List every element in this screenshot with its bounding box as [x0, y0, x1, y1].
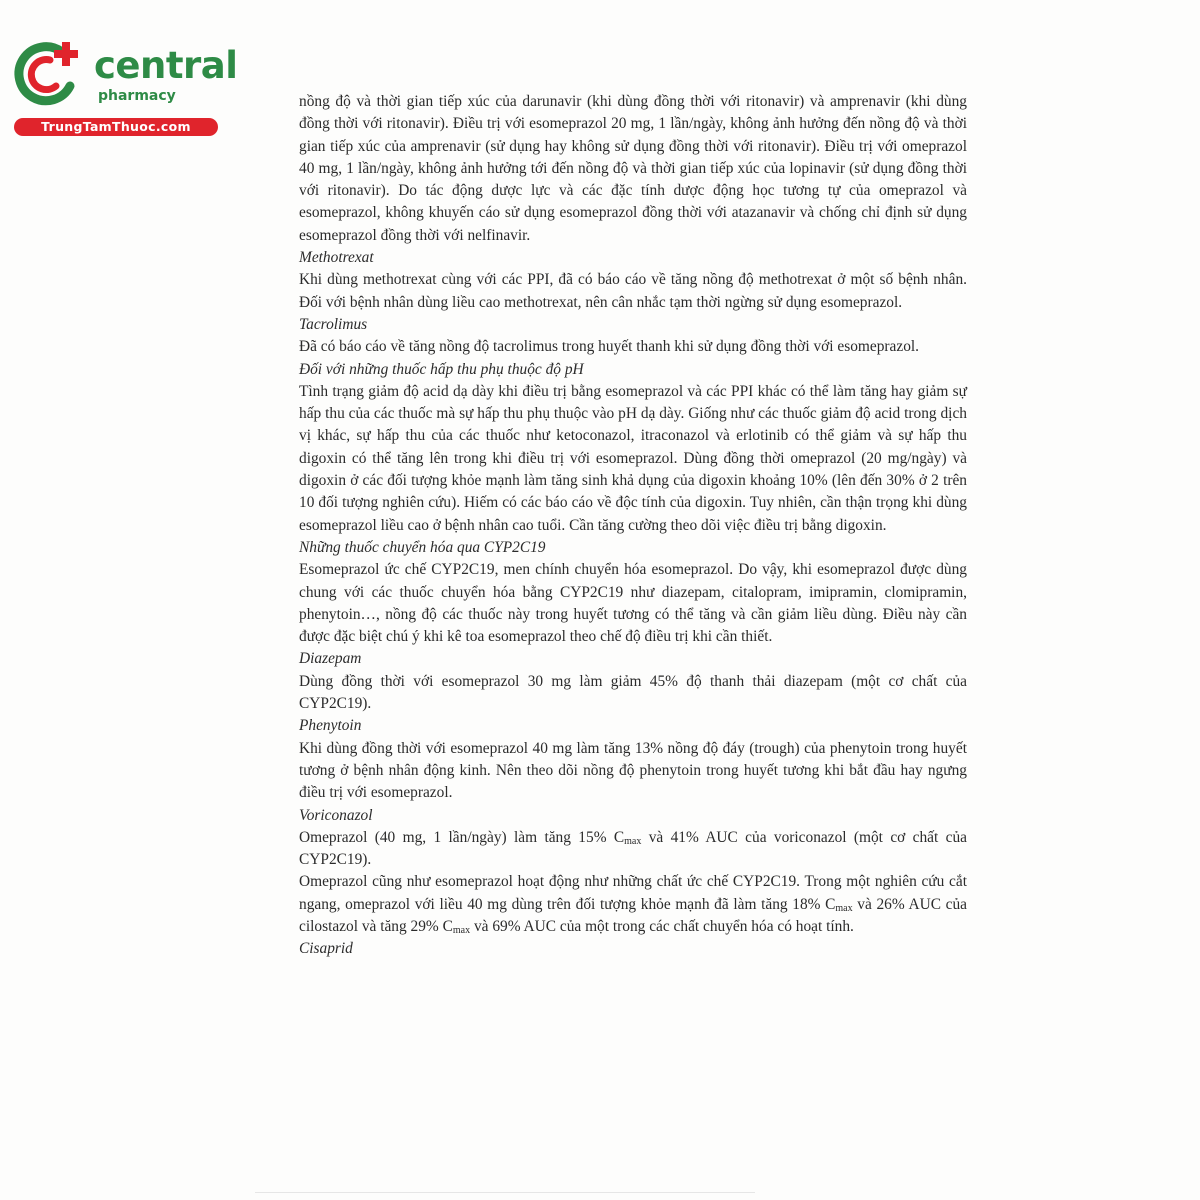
heading-diazepam: Diazepam: [299, 650, 362, 668]
brand-url-badge[interactable]: TrungTamThuoc.com: [14, 118, 218, 136]
paragraph-ph-dependent: Tình trạng giảm độ acid dạ dày khi điều trị bằng esomeprazol và các PPI khác có thể làm tăng hay giảm sự hấp thu của các thuốc mà sự hấp thu phụ thuộc vào pH dạ dày. Giống như các thuốc giảm độ acid trong dịch vị khác, sự hấp thu của các thuốc như ketoconazol, itraconazol và erlotinib có thể giảm và sự hấp thu digoxin có thể tăng lên trong khi điều trị với esomeprazol. Dùng đồng thời omeprazol (20 mg/ngày) và digoxin ở các đối tượng khỏe mạnh làm tăng sinh khả dụng của digoxin khoảng 10% (lên đến 30% ở 2 trên 10 đối tượng nghiên cứu). Hiếm có các báo cáo về độc tính của digoxin. Tuy nhiên, cần thận trọng khi dùng esomeprazol liều cao ở bệnh nhân cao tuổi. Cần tăng cường theo dõi việc điều trị bằng digoxin.: [299, 382, 967, 534]
text-segment: Omeprazol (40 mg, 1 lần/ngày) làm tăng 15% C: [299, 828, 625, 846]
page-edge-line: [255, 1192, 755, 1193]
subscript-max: max: [835, 902, 853, 914]
brand-tagline: pharmacy: [98, 88, 176, 104]
paragraph-voriconazol: [299, 827, 967, 872]
text-segment: và 26% AUC của cilostazol và tăng 29% C: [299, 895, 967, 935]
central-pharmacy-logo-icon: [10, 38, 90, 110]
subscript-max: max: [624, 835, 642, 847]
heading-tacrolimus: Tacrolimus: [299, 315, 368, 333]
heading-cisaprid: Cisaprid: [299, 940, 353, 958]
paragraph-cyp2c19: Esomeprazol ức chế CYP2C19, men chính chuyển hóa esomeprazol. Do vậy, khi esomeprazol được dùng chung với các thuốc chuyển hóa bằng CYP2C19 như diazepam, citalopram, imipramin, clomipramin, phenytoin…, nồng độ các thuốc này trong huyết tương có thể tăng và cần giảm liều dùng. Điều này cần được đặc biệt chú ý khi kê toa esomeprazol theo chế độ điều trị khi cần thiết.: [299, 561, 967, 646]
brand-name: central: [94, 44, 238, 87]
heading-methotrexat: Methotrexat: [299, 249, 374, 267]
subscript-max: max: [452, 924, 471, 936]
heading-ph-dependent: Đối với những thuốc hấp thu phụ thuộc độ pH: [299, 360, 584, 378]
text-segment: Omeprazol cũng như esomeprazol hoạt động như những chất ức chế CYP2C19. Trong một nghiên cứu cắt ngang, omeprazol với liều 40 mg dùng trên đối tượng khỏe mạnh đã làm tăng 18% C: [299, 873, 967, 913]
document-body: [299, 91, 967, 961]
heading-phenytoin: Phenytoin: [299, 717, 362, 735]
paragraph-tacrolimus: Đã có báo cáo về tăng nồng độ tacrolimus trong huyết thanh khi sử dụng đồng thời với esomeprazol.: [299, 338, 920, 356]
text-segment: và 41% AUC của voriconazol (một cơ chất của CYP2C19).: [299, 828, 967, 869]
heading-voriconazol: Voriconazol: [299, 806, 373, 824]
paragraph-antiretroviral: nồng độ và thời gian tiếp xúc của darunavir (khi dùng đồng thời với ritonavir) và amprenavir (khi dùng đồng thời với ritonavir). Điều trị với esomeprazol 20 mg, 1 lần/ngày, không ảnh hưởng đến nồng độ và thời gian tiếp xúc của amprenavir (sử dụng hay không sử dụng đồng thời với ritonavir). Điều trị với omeprazol 40 mg, 1 lần/ngày, không ảnh hưởng tới đến nồng độ và thời gian tiếp xúc của lopinavir (sử dụng đồng thời với ritonavir). Do tác động dược lực và các đặc tính dược động học tương tự của omeprazol và esomeprazol, không khuyến cáo sử dụng esomeprazol đồng thời với atazanavir và chống chỉ định sử dụng esomeprazol đồng thời với nelfinavir.: [299, 93, 967, 244]
paragraph-methotrexat: Khi dùng methotrexat cùng với các PPI, đã có báo cáo về tăng nồng độ methotrexat ở một số bệnh nhân. Đối với bệnh nhân dùng liều cao methotrexat, nên cân nhắc tạm thời ngừng sử dụng esomeprazol.: [299, 271, 967, 311]
paragraph-diazepam: Dùng đồng thời với esomeprazol 30 mg làm giảm 45% độ thanh thải diazepam (một cơ chất của CYP2C19).: [299, 672, 967, 713]
brand-logo: [10, 38, 238, 138]
text-segment: và 69% AUC của một trong các chất chuyển hóa có hoạt tính.: [470, 917, 854, 935]
paragraph-phenytoin: Khi dùng đồng thời với esomeprazol 40 mg làm tăng 13% nồng độ đáy (trough) của phenytoin trong huyết tương ở bệnh nhân động kinh. Nên theo dõi nồng độ phenytoin trong huyết tương khi bắt đầu hay ngưng điều trị với esomeprazol.: [299, 739, 967, 802]
paragraph-cilostazol: [299, 871, 967, 938]
heading-cyp2c19: Những thuốc chuyển hóa qua CYP2C19: [299, 538, 546, 556]
